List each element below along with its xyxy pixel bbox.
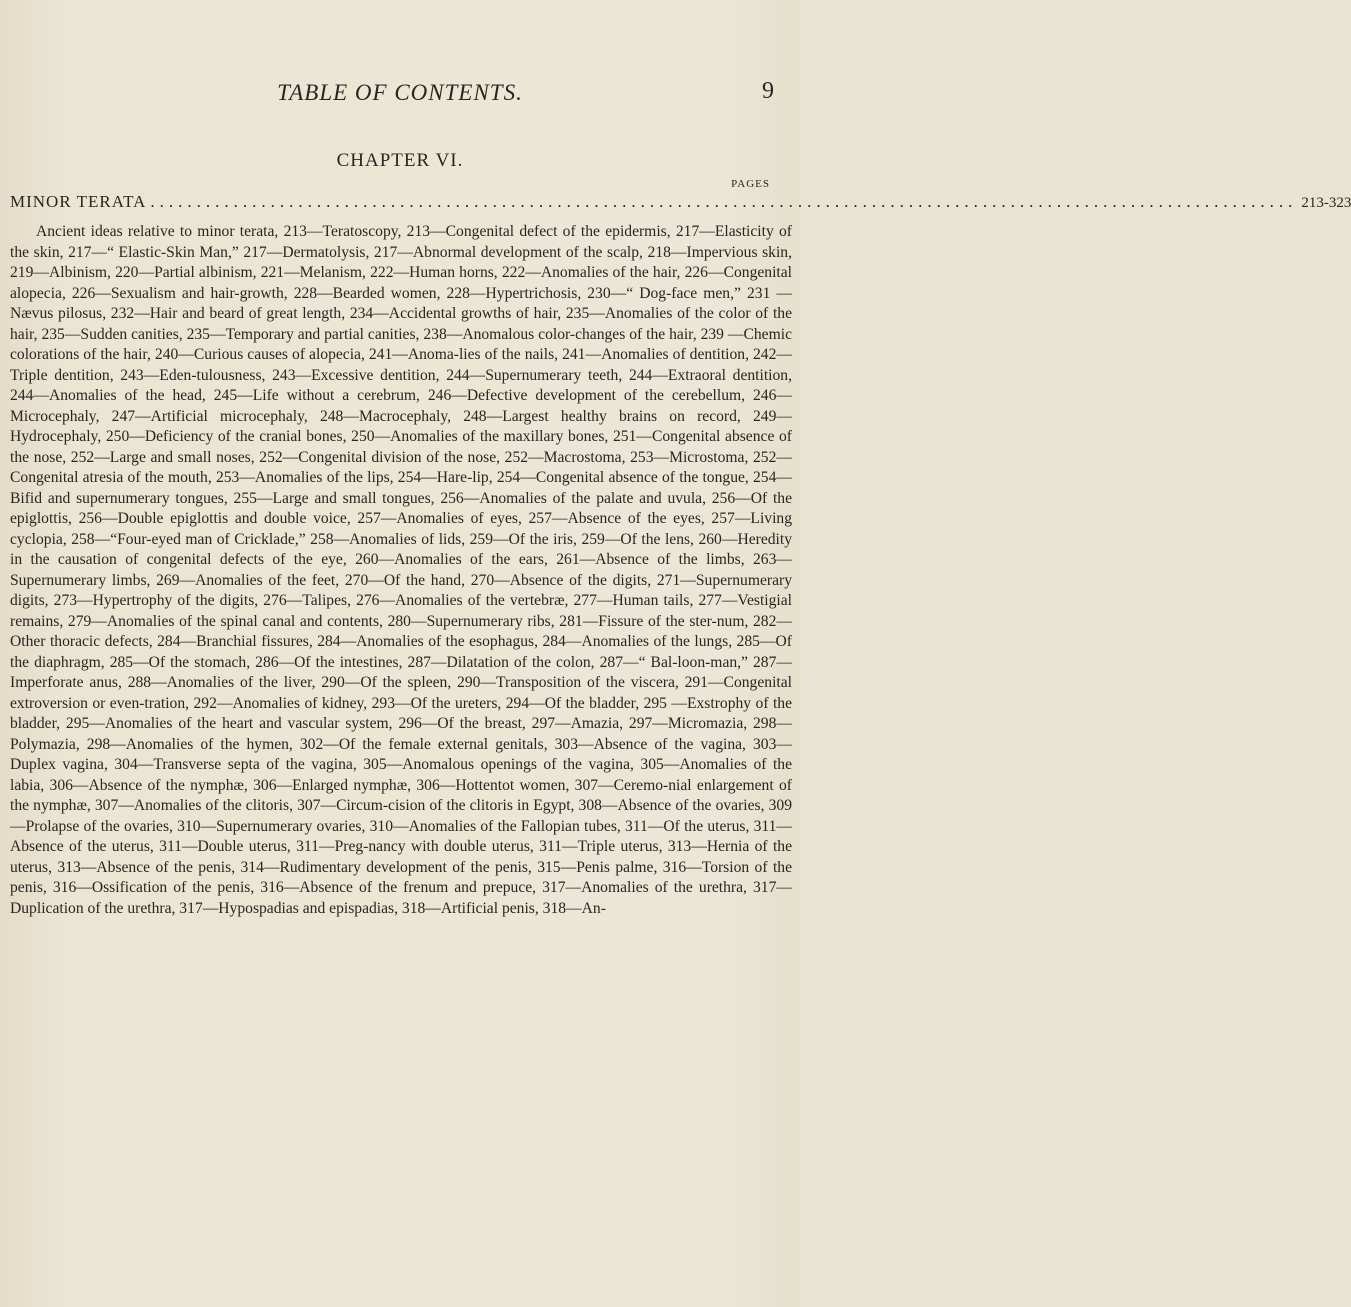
running-head [0, 78, 800, 114]
page-number: 9 [762, 78, 774, 104]
chapter-title: MINOR TERATA [10, 192, 147, 211]
chapter-page-range: 213-323 [1301, 195, 1351, 211]
dot-leader: ............................................................................................................................ [150, 192, 1298, 211]
chapter-entry [10, 192, 1351, 212]
running-title: TABLE OF CONTENTS. [277, 80, 523, 105]
pages-column-label: PAGES [731, 178, 770, 190]
chapter-heading: CHAPTER VI. [336, 150, 464, 171]
chapter-contents-paragraph: Ancient ideas relative to minor terata, 213—Teratoscopy, 213—Congenital defect of the epidermis, 217—Elasticity of the skin, 217—“ Elastic-Skin Man,” 217—Dermatolysis, 217—Abnormal development of the scalp, 218—Impervious skin, 219—Albinism, 220—Partial albinism, 221—Melanism, 222—Human horns, 222—Anomalies of the hair, 226—Congenital alopecia, 226—Sexualism and hair-growth, 228—Bearded women, 228—Hypertrichosis, 230—“ Dog-face men,” 231 —Nævus pilosus, 232—Hair and beard of great length, 234—Accidental growths of hair, 235—Anomalies of the color of the hair, 235—Sudden canities, 235—Temporary and partial canities, 238—Anomalous color-changes of the hair, 239 —Chemic colorations of the hair, 240—Curious causes of alopecia, 241—Anoma-lies of the nails, 241—Anomalies of dentition, 242—Triple dentition, 243—Eden-tulousness, 243—Excessive dentition, 244—Supernumerary teeth, 244—Extraoral dentition, 244—Anomalies of the head, 245—Life without a cerebrum, 246—Defective development of the cerebellum, 246—Microcephaly, 247—Artificial microcephaly, 248—Macrocephaly, 248—Largest healthy brains on record, 249—Hydrocephaly, 250—Deficiency of the cranial bones, 250—Anomalies of the maxillary bones, 251—Congenital absence of the nose, 252—Large and small noses, 252—Congenital division of the nose, 252—Macrostoma, 253—Microstoma, 252—Congenital atresia of the mouth, 253—Anomalies of the lips, 254—Hare-lip, 254—Congenital absence of the tongue, 254—Bifid and supernumerary tongues, 255—Large and small tongues, 256—Anomalies of the palate and uvula, 256—Of the epiglottis, 256—Double epiglottis and double voice, 257—Anomalies of eyes, 257—Absence of the eyes, 257—Living cyclopia, 258—“Four-eyed man of Cricklade,” 258—Anomalies of lids, 259—Of the iris, 259—Of the lens, 260—Heredity in the causation of congenital defects of the eye, 260—Anomalies of the ears, 261—Absence of the limbs, 263—Supernumerary limbs, 269—Anomalies of the feet, 270—Of the hand, 270—Absence of the digits, 271—Supernumerary digits, 273—Hypertrophy of the digits, 276—Talipes, 276—Anomalies of the vertebræ, 277—Human tails, 277—Vestigial remains, 279—Anomalies of the spinal canal and contents, 280—Supernumerary ribs, 281—Fissure of the ster-num, 282—Other thoracic defects, 284—Branchial fissures, 284—Anomalies of the esophagus, 284—Anomalies of the lungs, 285—Of the diaphragm, 285—Of the stomach, 286—Of the intestines, 287—Dilatation of the colon, 287—“ Bal-loon-man,” 287—Imperforate anus, 288—Anomalies of the liver, 290—Of the spleen, 290—Transposition of the viscera, 291—Congenital extroversion or even-tration, 292—Anomalies of kidney, 293—Of the ureters, 294—Of the bladder, 295 —Exstrophy of the bladder, 295—Anomalies of the heart and vascular system, 296—Of the breast, 297—Amazia, 297—Micromazia, 298—Polymazia, 298—Anomalies of the hymen, 302—Of the female external genitals, 303—Absence of the vagina, 303—Duplex vagina, 304—Transverse septa of the vagina, 305—Anomalous openings of the vagina, 305—Anomalies of the labia, 306—Absence of the nymphæ, 306—Enlarged nymphæ, 306—Hottentot women, 307—Ceremo-nial enlargement of the nymphæ, 307—Anomalies of the clitoris, 307—Circum-cision of the clitoris in Egypt, 308—Absence of the ovaries, 309—Prolapse of the ovaries, 310—Supernumerary ovaries, 310—Anomalies of the Fallopian tubes, 311—Of the uterus, 311—Absence of the uterus, 311—Double uterus, 311—Preg-nancy with double uterus, 311—Triple uterus, 313—Hernia of the uterus, 313—Absence of the penis, 314—Rudimentary development of the penis, 315—Penis palme, 316—Torsion of the penis, 316—Ossification of the penis, 316—Absence of the frenum and prepuce, 317—Anomalies of the urethra, 317—Duplication of the urethra, 317—Hypospadias and epispadias, 318—Artificial penis, 318—An- [10, 223, 792, 917]
